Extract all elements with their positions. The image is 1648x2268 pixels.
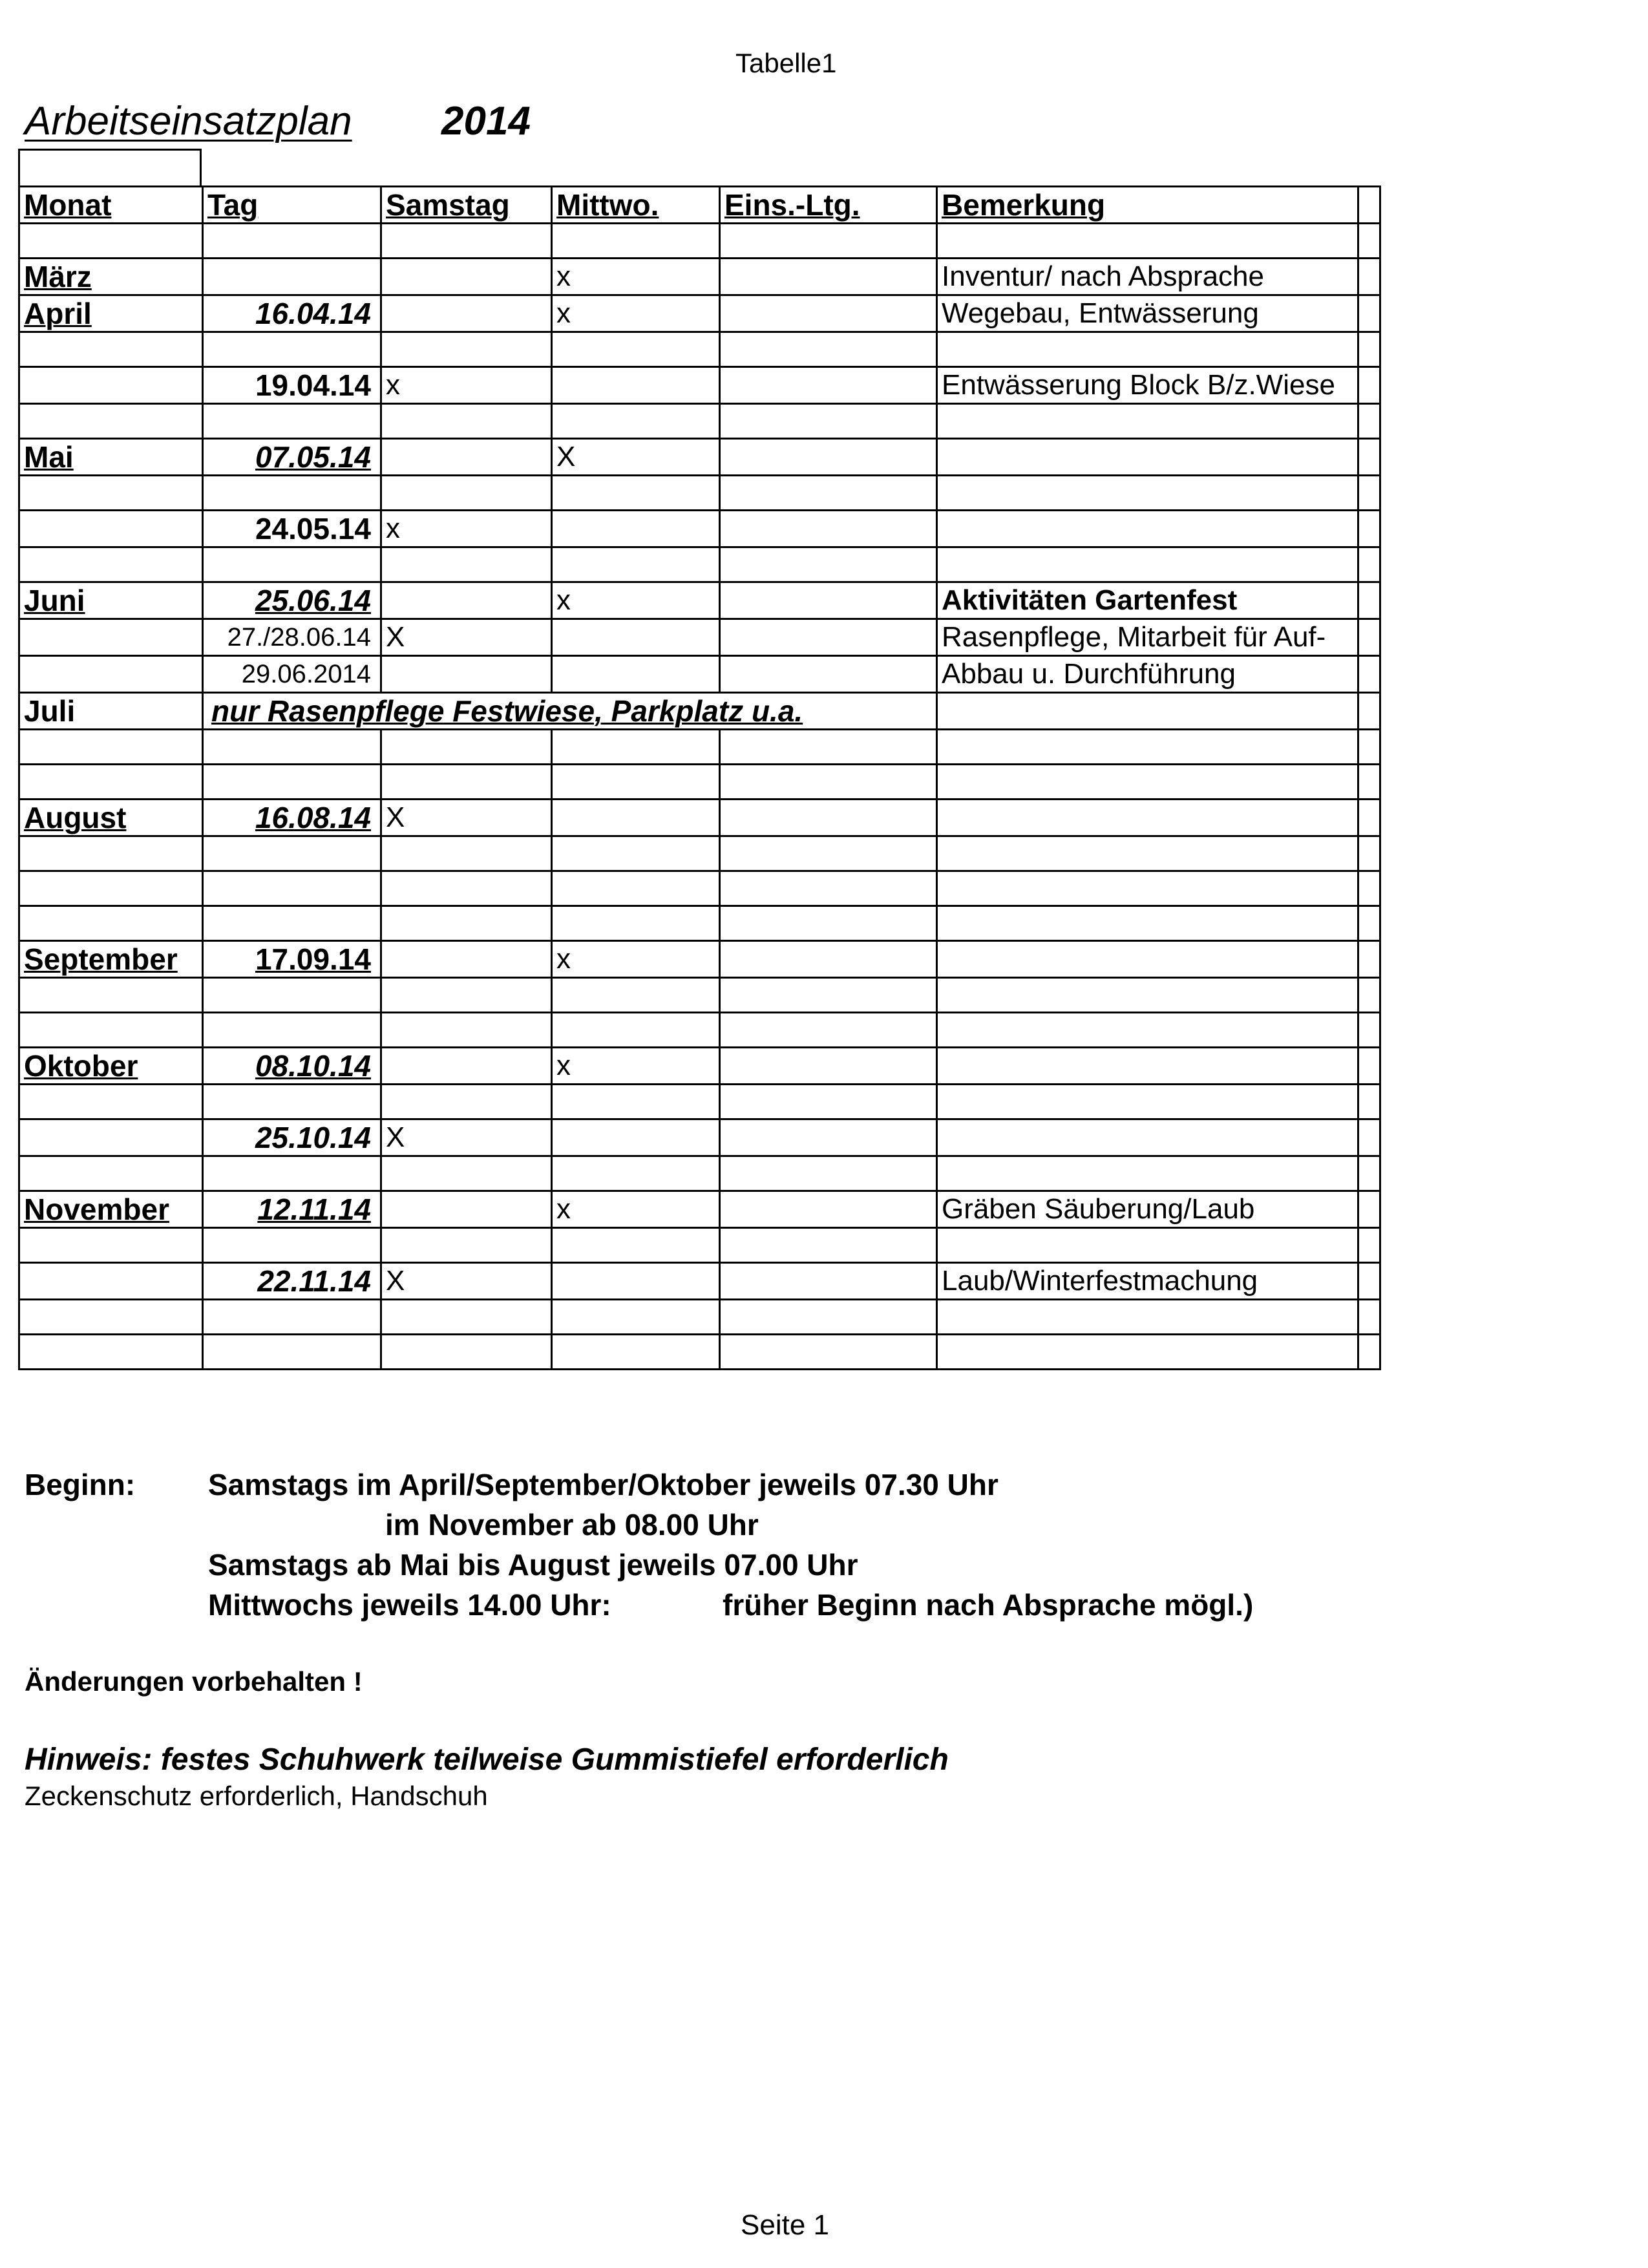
table-row [19,1048,1380,1085]
cell-bemerkung [937,476,1358,511]
cell-monat: August [19,800,203,836]
cell-monat [19,978,203,1013]
cell-monat: Oktober [19,1048,203,1085]
extra-column-cell [1358,836,1380,871]
cell-tag [203,224,381,259]
table-row [19,367,1380,404]
extra-column-cell [1358,439,1380,476]
cell-tag [203,1228,381,1263]
extra-column-cell [1358,511,1380,547]
cell-monat [19,1156,203,1191]
title-box [18,149,202,186]
table-row [19,404,1380,439]
document-year: 2014 [441,99,531,143]
cell-tag: 25.10.14 [203,1119,381,1156]
cell-monat [19,547,203,582]
table-row [19,1119,1380,1156]
cell-samstag [381,765,552,800]
table-row [19,1263,1380,1300]
cell-mittwoch: X [552,439,720,476]
cell-mittwoch [552,656,720,693]
cell-mittwoch [552,1085,720,1119]
cell-einsatzleitung [720,1191,937,1228]
document-title: Arbeitseinsatzplan [25,99,352,143]
cell-mittwoch [552,404,720,439]
table-row [19,1085,1380,1119]
cell-samstag: X [381,800,552,836]
cell-bemerkung: Entwässerung Block B/z.Wiese [937,367,1358,404]
cell-mittwoch [552,619,720,656]
cell-tag: 27./28.06.14 [203,619,381,656]
cell-einsatzleitung [720,730,937,765]
cell-samstag [381,295,552,332]
cell-samstag [381,836,552,871]
cell-bemerkung [937,906,1358,941]
cell-mittwoch [552,1263,720,1300]
cell-bemerkung [937,224,1358,259]
cell-monat [19,765,203,800]
cell-monat: September [19,941,203,978]
cell-samstag: x [381,367,552,404]
table-row [19,765,1380,800]
cell-mittwoch: x [552,582,720,619]
extra-column-cell [1358,295,1380,332]
cell-samstag [381,978,552,1013]
cell-samstag [381,730,552,765]
table-row [19,439,1380,476]
cell-bemerkung [937,1300,1358,1335]
cell-samstag [381,582,552,619]
cell-einsatzleitung [720,1300,937,1335]
cell-tag: 12.11.14 [203,1191,381,1228]
cell-tag [203,1300,381,1335]
cell-monat [19,1300,203,1335]
cell-mittwoch: x [552,1191,720,1228]
cell-samstag [381,439,552,476]
cell-mittwoch: x [552,1048,720,1085]
cell-mittwoch [552,906,720,941]
cell-samstag [381,1300,552,1335]
cell-monat [19,1085,203,1119]
cell-mittwoch [552,1119,720,1156]
cell-einsatzleitung [720,332,937,367]
cell-bemerkung [937,1013,1358,1048]
header-monat: Monat [19,187,203,224]
cell-samstag [381,224,552,259]
cell-bemerkung [937,1335,1358,1370]
cell-einsatzleitung [720,1335,937,1370]
cell-einsatzleitung [720,1228,937,1263]
extra-column-cell [1358,404,1380,439]
cell-einsatzleitung [720,295,937,332]
cell-tag [203,836,381,871]
extra-column-cell [1358,693,1380,730]
cell-monat [19,404,203,439]
cell-bemerkung [937,765,1358,800]
extra-column-cell [1358,1013,1380,1048]
cell-einsatzleitung [720,1119,937,1156]
cell-mittwoch [552,1335,720,1370]
cell-tag: 08.10.14 [203,1048,381,1085]
cell-bemerkung [937,730,1358,765]
cell-samstag [381,1335,552,1370]
table-row [19,1191,1380,1228]
table-row [19,693,1380,730]
cell-einsatzleitung [720,800,937,836]
beginn-line-4-note: früher Beginn nach Absprache mögl.) [723,1588,1254,1622]
cell-einsatzleitung [720,1156,937,1191]
cell-einsatzleitung [720,941,937,978]
table-row [19,224,1380,259]
header-tag: Tag [203,187,381,224]
cell-einsatzleitung [720,476,937,511]
cell-einsatzleitung [720,439,937,476]
cell-tag [203,765,381,800]
cell-bemerkung [937,800,1358,836]
cell-bemerkung [937,332,1358,367]
cell-tag [203,906,381,941]
cell-samstag [381,906,552,941]
cell-samstag [381,1048,552,1085]
cell-samstag [381,1013,552,1048]
cell-bemerkung [937,547,1358,582]
work-schedule-table [18,185,1381,1370]
cell-mittwoch: x [552,259,720,295]
extra-column-cell [1358,1156,1380,1191]
cell-bemerkung [937,941,1358,978]
extra-column-cell [1358,1300,1380,1335]
cell-einsatzleitung [720,765,937,800]
cell-samstag: x [381,511,552,547]
cell-samstag [381,656,552,693]
header-einsatzleitung: Eins.-Ltg. [720,187,937,224]
table-row [19,836,1380,871]
table-row [19,871,1380,906]
cell-tag: 16.04.14 [203,295,381,332]
cell-einsatzleitung [720,871,937,906]
cell-monat: November [19,1191,203,1228]
extra-column-cell [1358,619,1380,656]
cell-tag: 17.09.14 [203,941,381,978]
cell-einsatzleitung [720,547,937,582]
cell-einsatzleitung [720,906,937,941]
extra-column-cell [1358,547,1380,582]
table-row [19,800,1380,836]
table-row [19,941,1380,978]
extra-column-cell [1358,259,1380,295]
table-header-row [19,187,1380,224]
table-row [19,1013,1380,1048]
cell-monat: Juni [19,582,203,619]
beginn-line-1: Samstags im April/September/Oktober jeweils 07.30 Uhr [208,1468,998,1501]
changes-note: Änderungen vorbehalten ! [25,1666,363,1697]
table-row [19,259,1380,295]
table-row [19,547,1380,582]
cell-bemerkung: Inventur/ nach Absprache [937,259,1358,295]
extra-column-cell [1358,800,1380,836]
cell-monat [19,224,203,259]
sheet-tab-label: Tabelle1 [735,48,837,78]
cell-bemerkung: Aktivitäten Gartenfest [937,582,1358,619]
cell-tag [203,871,381,906]
cell-monat [19,836,203,871]
cell-tag: 07.05.14 [203,439,381,476]
cell-tag [203,547,381,582]
cell-mittwoch [552,332,720,367]
cell-tag: 24.05.14 [203,511,381,547]
cell-samstag [381,1191,552,1228]
cell-samstag [381,476,552,511]
cell-bemerkung [937,1228,1358,1263]
cell-einsatzleitung [720,656,937,693]
cell-note-span: nur Rasenpflege Festwiese, Parkplatz u.a. [203,693,937,730]
cell-tag [203,404,381,439]
cell-mittwoch [552,1228,720,1263]
cell-monat: April [19,295,203,332]
table-row [19,619,1380,656]
cell-samstag [381,871,552,906]
extra-column-cell [1358,1048,1380,1085]
cell-tag [203,1085,381,1119]
cell-monat [19,730,203,765]
footwear-hint: Hinweis: festes Schuhwerk teilweise Gummistiefel erforderlich [25,1743,949,1777]
cell-bemerkung [937,1119,1358,1156]
cell-monat [19,1119,203,1156]
table-row [19,295,1380,332]
table-row [19,1156,1380,1191]
beginn-line-4: Mittwochs jeweils 14.00 Uhr: [208,1588,611,1622]
extra-column-cell [1358,730,1380,765]
cell-monat [19,906,203,941]
cell-bemerkung: Rasenpflege, Mitarbeit für Auf- [937,619,1358,656]
cell-monat [19,1228,203,1263]
extra-column-cell [1358,1191,1380,1228]
table-row [19,476,1380,511]
cell-bemerkung [937,978,1358,1013]
table-row [19,511,1380,547]
cell-mittwoch [552,367,720,404]
cell-monat [19,1263,203,1300]
table-row [19,582,1380,619]
cell-mittwoch [552,871,720,906]
extra-column-cell [1358,656,1380,693]
header-bemerkung: Bemerkung [937,187,1358,224]
cell-bemerkung: Abbau u. Durchführung [937,656,1358,693]
extra-column-cell [1358,476,1380,511]
extra-column-cell [1358,941,1380,978]
cell-mittwoch: x [552,941,720,978]
cell-samstag [381,332,552,367]
cell-einsatzleitung [720,1048,937,1085]
cell-mittwoch [552,800,720,836]
cell-monat: Juli [19,693,203,730]
table-row [19,730,1380,765]
cell-bemerkung [937,1156,1358,1191]
extra-column-cell [1358,582,1380,619]
cell-tag [203,730,381,765]
cell-einsatzleitung [720,259,937,295]
beginn-line-3: Samstags ab Mai bis August jeweils 07.00 Uhr [208,1548,858,1582]
cell-einsatzleitung [720,1263,937,1300]
cell-monat [19,656,203,693]
cell-einsatzleitung [720,1085,937,1119]
cell-bemerkung [937,439,1358,476]
cell-samstag [381,547,552,582]
cell-einsatzleitung [720,619,937,656]
extra-column-cell [1358,1228,1380,1263]
cell-tag: 19.04.14 [203,367,381,404]
table-row [19,1335,1380,1370]
table-row [19,332,1380,367]
cell-mittwoch [552,765,720,800]
cell-tag: 16.08.14 [203,800,381,836]
cell-einsatzleitung [720,582,937,619]
cell-einsatzleitung [720,836,937,871]
cell-bemerkung [937,404,1358,439]
cell-tag: 25.06.14 [203,582,381,619]
cell-mittwoch: x [552,295,720,332]
cell-monat [19,619,203,656]
extra-column-cell [1358,871,1380,906]
cell-einsatzleitung [720,978,937,1013]
extra-column-cell [1358,1263,1380,1300]
cell-bemerkung [937,1048,1358,1085]
header-samstag: Samstag [381,187,552,224]
cell-monat [19,1013,203,1048]
cell-bemerkung [937,836,1358,871]
cell-mittwoch [552,547,720,582]
extra-column-cell [1358,765,1380,800]
cell-monat [19,1335,203,1370]
protection-hint: Zeckenschutz erforderlich, Handschuh [25,1781,488,1811]
cell-bemerkung: Laub/Winterfestmachung [937,1263,1358,1300]
extra-column-cell [1358,1335,1380,1370]
cell-samstag [381,259,552,295]
extra-column-cell [1358,1119,1380,1156]
table-row [19,1228,1380,1263]
cell-samstag: X [381,619,552,656]
cell-mittwoch [552,1300,720,1335]
cell-samstag [381,1156,552,1191]
cell-mittwoch [552,730,720,765]
cell-bemerkung [937,871,1358,906]
cell-monat: März [19,259,203,295]
cell-monat: Mai [19,439,203,476]
cell-tag [203,476,381,511]
cell-samstag [381,941,552,978]
page-footer: Seite 1 [741,2209,829,2241]
table-row [19,1300,1380,1335]
cell-tag: 29.06.2014 [203,656,381,693]
table-row [19,978,1380,1013]
cell-mittwoch [552,1156,720,1191]
cell-tag [203,1156,381,1191]
beginn-label: Beginn: [25,1468,136,1501]
cell-samstag: X [381,1263,552,1300]
cell-bemerkung: Wegebau, Entwässerung [937,295,1358,332]
extra-column-cell [1358,224,1380,259]
extra-column-cell [1358,332,1380,367]
cell-bemerkung [937,1085,1358,1119]
cell-samstag [381,1228,552,1263]
extra-column-cell [1358,1085,1380,1119]
cell-bemerkung: Gräben Säuberung/Laub [937,1191,1358,1228]
cell-einsatzleitung [720,1013,937,1048]
cell-einsatzleitung [720,511,937,547]
cell-tag [203,978,381,1013]
cell-monat [19,511,203,547]
cell-monat [19,871,203,906]
cell-monat [19,476,203,511]
cell-einsatzleitung [720,404,937,439]
cell-tag [203,1013,381,1048]
cell-monat [19,367,203,404]
cell-tag [203,259,381,295]
cell-samstag: X [381,1119,552,1156]
cell-mittwoch [552,978,720,1013]
extra-column-cell [1358,978,1380,1013]
cell-tag [203,1335,381,1370]
cell-mittwoch [552,836,720,871]
table-row [19,906,1380,941]
cell-einsatzleitung [720,224,937,259]
cell-einsatzleitung [720,367,937,404]
cell-mittwoch [552,1013,720,1048]
cell-mittwoch [552,224,720,259]
cell-bemerkung [937,511,1358,547]
extra-column-cell [1358,187,1380,224]
cell-samstag [381,1085,552,1119]
header-mittwoch: Mittwo. [552,187,720,224]
cell-tag: 22.11.14 [203,1263,381,1300]
cell-monat [19,332,203,367]
cell-mittwoch [552,511,720,547]
extra-column-cell [1358,906,1380,941]
cell-tag [203,332,381,367]
cell-bemerkung [937,693,1358,730]
cell-mittwoch [552,476,720,511]
cell-samstag [381,404,552,439]
beginn-line-2: im November ab 08.00 Uhr [385,1508,759,1542]
table-row [19,656,1380,693]
extra-column-cell [1358,367,1380,404]
